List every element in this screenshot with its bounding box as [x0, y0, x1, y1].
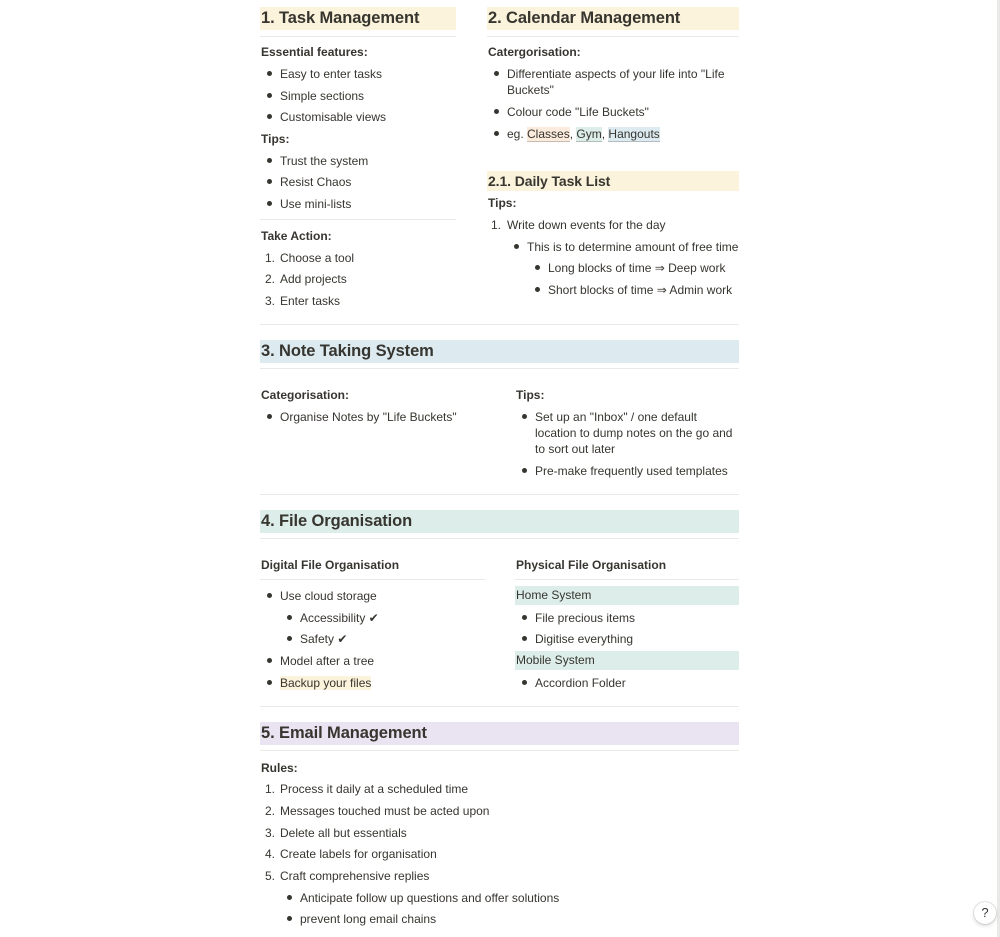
divider: [260, 368, 739, 369]
list-item: Create labels for organisation: [280, 847, 437, 861]
bullet: [267, 93, 272, 98]
list-number: 2.: [264, 804, 275, 818]
list-item: Write down events for the day: [507, 218, 666, 232]
bullet: [522, 680, 527, 685]
bullet: [267, 658, 272, 663]
list-number: 3.: [264, 826, 275, 840]
bullet: [535, 287, 540, 292]
divider: [260, 324, 739, 325]
tag-gym: Gym: [576, 127, 602, 141]
list-item: Differentiate aspects of your life into "Life Buckets": [507, 67, 725, 97]
list-item: Enter tasks: [280, 294, 341, 308]
digital-file-label: Digital File Organisation: [261, 558, 400, 572]
bullet: [287, 636, 292, 641]
comma: ,: [601, 127, 606, 141]
bullet: [514, 244, 519, 249]
list-item: Delete all but essentials: [280, 826, 407, 840]
list-item: Choose a tool: [280, 251, 355, 265]
list-number: 5.: [264, 869, 275, 883]
list-number: 1.: [264, 251, 275, 265]
calendar-management-heading: 2. Calendar Management: [487, 7, 739, 30]
bullet: [267, 158, 272, 163]
divider: [487, 36, 739, 37]
bullet: [535, 265, 540, 270]
list-item: [280, 675, 371, 691]
divider: [260, 706, 739, 707]
bullet: [267, 593, 272, 598]
rules-label: Rules:: [261, 761, 298, 775]
home-system-band: Home System: [515, 586, 739, 605]
list-item: Accordion Folder: [535, 676, 626, 690]
highlighted-text: Backup your files: [280, 676, 372, 690]
divider: [260, 36, 456, 37]
list-item: Digitise everything: [535, 632, 634, 646]
bullet: [287, 916, 292, 921]
tips-label: Tips:: [516, 388, 545, 402]
list-item: Short blocks of time ⇒ Admin work: [548, 283, 733, 297]
help-button[interactable]: ?: [974, 902, 996, 924]
list-item: This is to determine amount of free time: [527, 240, 739, 254]
list-item: Accessibility ✔︎: [300, 611, 379, 625]
list-number: 1.: [490, 218, 501, 232]
mobile-system-band: Mobile System: [515, 651, 739, 670]
bullet: [267, 680, 272, 685]
bullet: [494, 71, 499, 76]
physical-file-label: Physical File Organisation: [516, 558, 667, 572]
essential-features-label: Essential features:: [261, 45, 368, 59]
bullet: [522, 468, 527, 473]
note-taking-heading: 3. Note Taking System: [260, 340, 739, 363]
divider: [260, 579, 485, 580]
list-item: Resist Chaos: [280, 175, 352, 189]
list-number: 4.: [264, 847, 275, 861]
email-management-heading: 5. Email Management: [260, 722, 739, 745]
bullet: [287, 895, 292, 900]
take-action-label: Take Action:: [261, 229, 332, 243]
list-item: Messages touched must be acted upon: [280, 804, 490, 818]
list-item: Anticipate follow up questions and offer solutions: [300, 891, 560, 905]
list-item: Model after a tree: [280, 654, 375, 668]
bullet: [267, 201, 272, 206]
divider: [260, 494, 739, 495]
list-item: Simple sections: [280, 89, 365, 103]
tag-hangouts: Hangouts: [608, 127, 660, 141]
bullet: [267, 414, 272, 419]
divider: [515, 579, 739, 580]
list-item: Organise Notes by "Life Buckets": [280, 410, 457, 424]
bullet: [522, 636, 527, 641]
list-item: Safety ✔︎: [300, 632, 348, 646]
list-item: Add projects: [280, 272, 347, 286]
task-management-heading: 1. Task Management: [260, 7, 456, 30]
list-item: Customisable views: [280, 110, 387, 124]
bullet: [494, 131, 499, 136]
list-item: Colour code "Life Buckets": [507, 105, 649, 119]
list-item: Process it daily at a scheduled time: [280, 782, 469, 796]
list-item: Long blocks of time ⇒ Deep work: [548, 261, 726, 275]
divider: [260, 750, 739, 751]
categorisation-label: Categorisation:: [261, 388, 350, 402]
list-item: Pre-make frequently used templates: [535, 464, 728, 478]
bullet: [522, 414, 527, 419]
list-number: 1.: [264, 782, 275, 796]
bullet: [267, 114, 272, 119]
list-number: 3.: [264, 294, 275, 308]
list-item: File precious items: [535, 611, 636, 625]
list-item: Craft comprehensive replies: [280, 869, 430, 883]
list-item: Trust the system: [280, 154, 369, 168]
tips-label: Tips:: [488, 196, 517, 210]
list-item: Use cloud storage: [280, 589, 377, 603]
list-item: Use mini-lists: [280, 197, 352, 211]
list-item: prevent long email chains: [300, 912, 437, 926]
tips-label: Tips:: [261, 132, 290, 146]
daily-task-list-heading: 2.1. Daily Task List: [487, 171, 739, 191]
eg-prefix: eg.: [507, 127, 528, 141]
list-item: [507, 126, 660, 142]
comma: ,: [569, 127, 574, 141]
bullet: [287, 615, 292, 620]
list-item: Easy to enter tasks: [280, 67, 383, 81]
list-number: 2.: [264, 272, 275, 286]
bullet: [267, 71, 272, 76]
file-organisation-heading: 4. File Organisation: [260, 510, 739, 533]
bullet: [494, 109, 499, 114]
list-item: Set up an "Inbox" / one default location to dump notes on the go and to sort out later: [535, 410, 733, 456]
bullet: [522, 615, 527, 620]
divider: [260, 219, 456, 220]
bullet: [267, 179, 272, 184]
divider: [260, 538, 739, 539]
tag-classes: Classes: [527, 127, 570, 141]
categorisation-label: Catergorisation:: [488, 45, 581, 59]
